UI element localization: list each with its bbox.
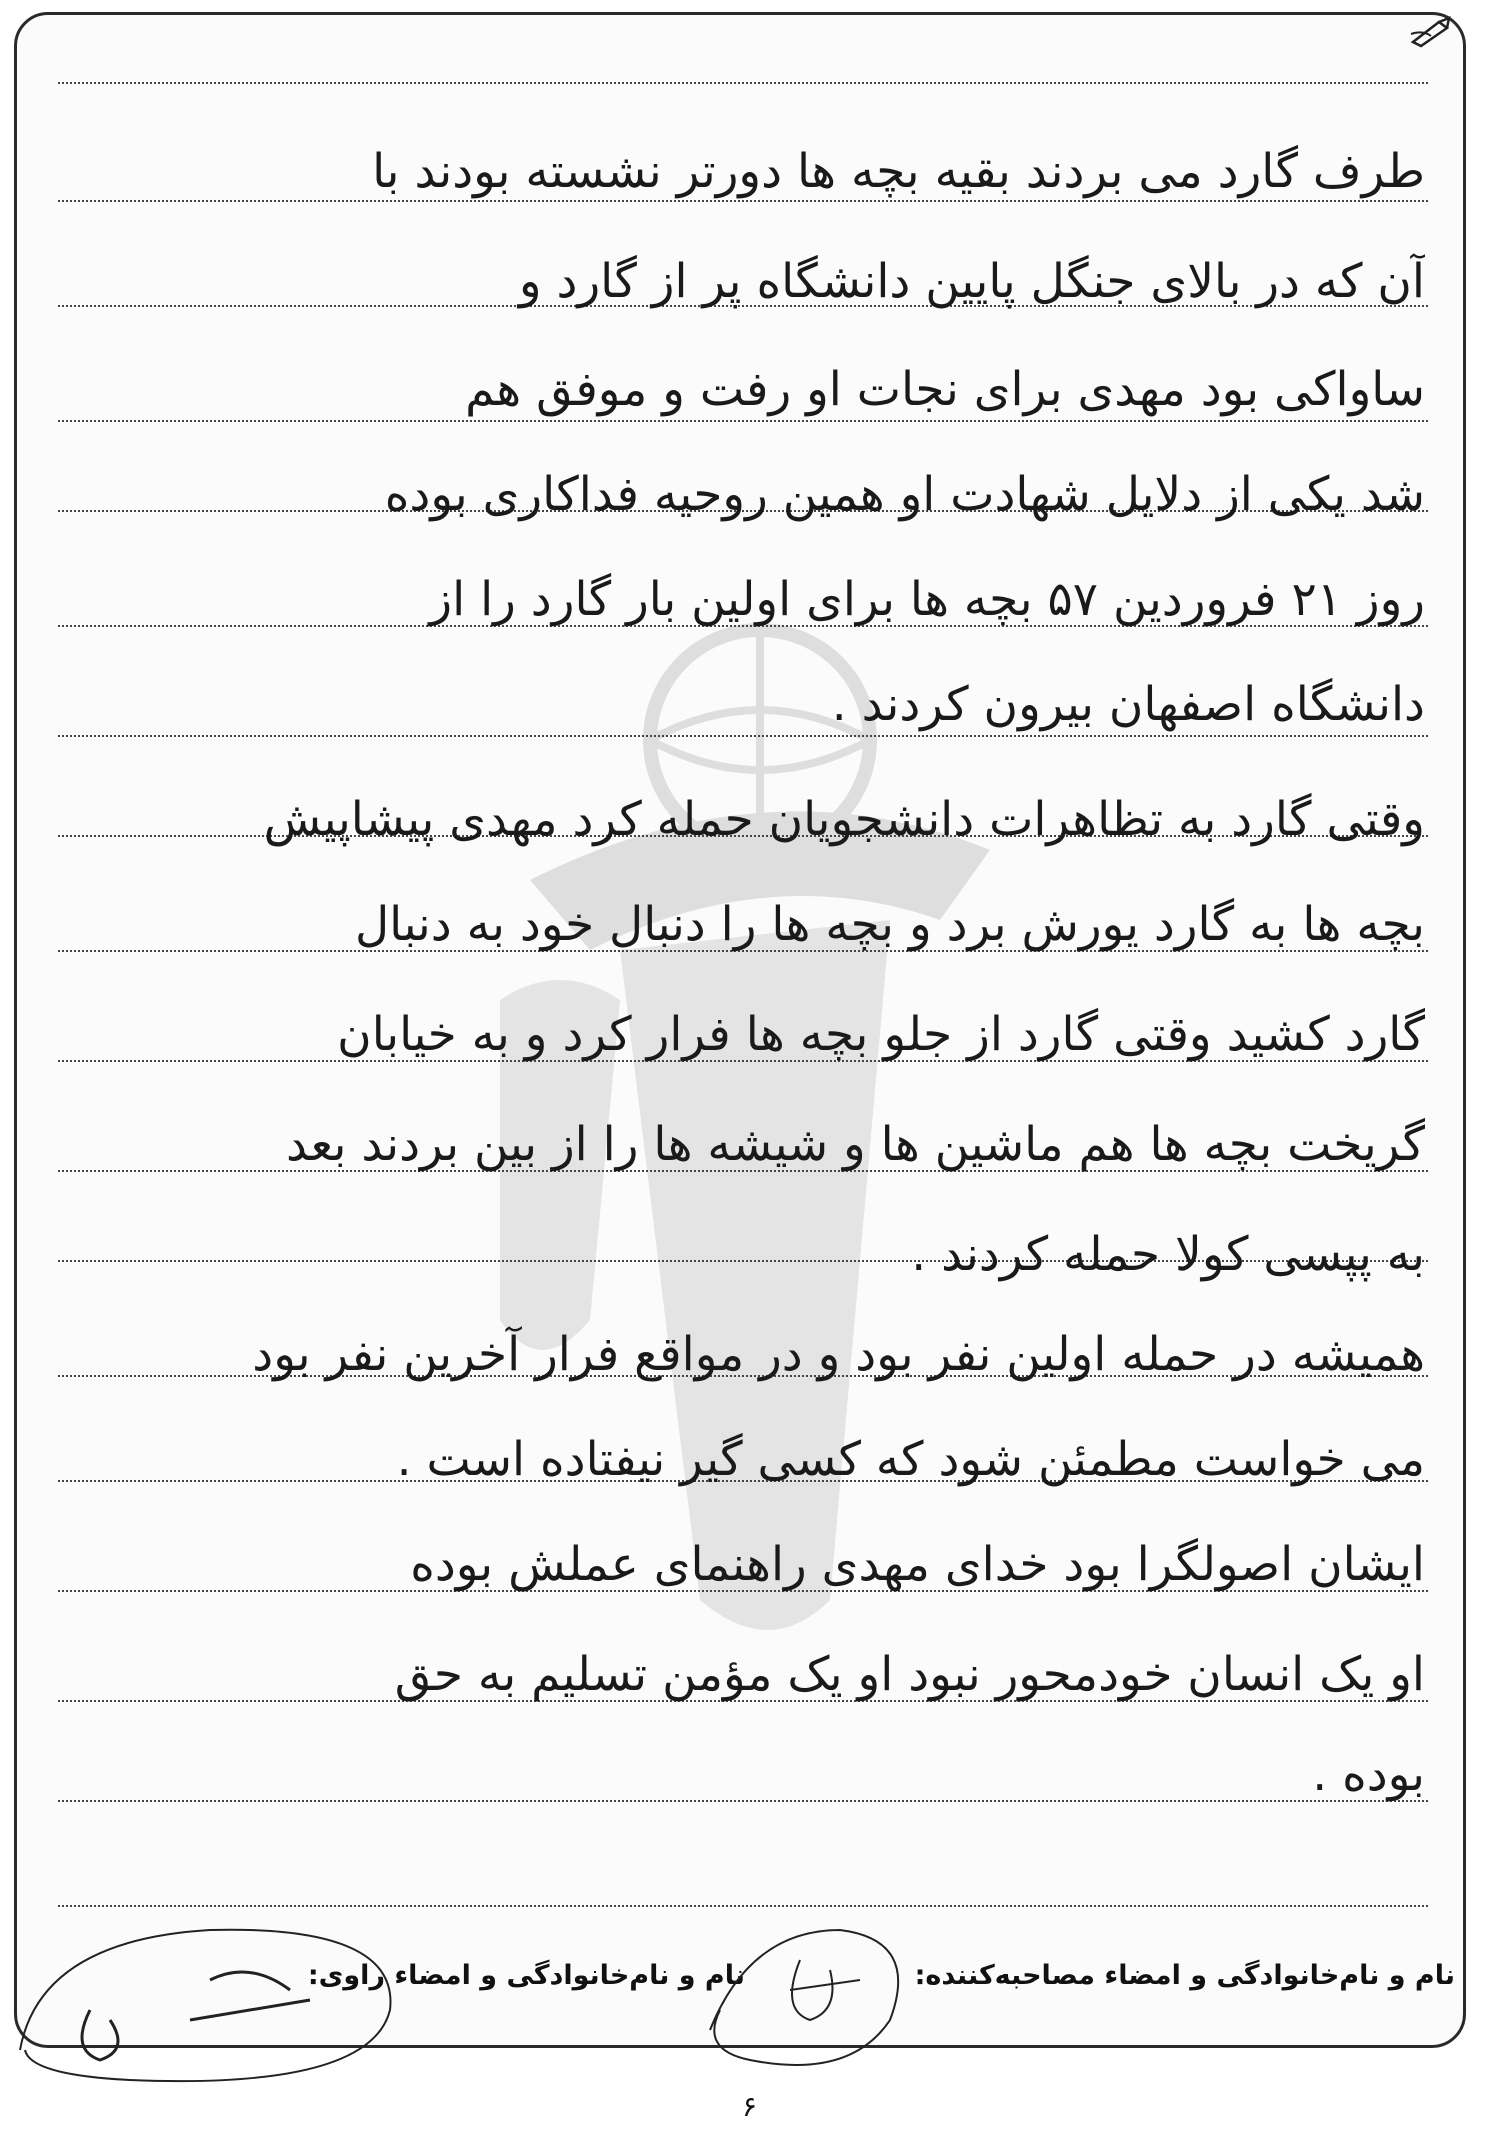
text-line: همیشه در حمله اولین نفر بود و در مواقع فرار آخرین نفر بود bbox=[252, 1327, 1425, 1382]
narrator-signature bbox=[10, 1900, 430, 2100]
interviewer-signature bbox=[690, 1910, 930, 2090]
text-line: گریخت بچه ها هم ماشین ها و شیشه ها را از بین بردند بعد bbox=[286, 1117, 1425, 1172]
text-line: دانشگاه اصفهان بیرون کردند . bbox=[831, 677, 1425, 732]
text-line: آن که در بالای جنگل پایین دانشگاه پر از گارد و bbox=[518, 254, 1425, 309]
text-line: بچه ها به گارد یورش برد و بچه ها را دنبال خود به دنبال bbox=[355, 897, 1425, 952]
text-line: وقتی گارد به تظاهرات دانشجویان حمله کرد مهدی پیشاپیش bbox=[263, 792, 1425, 847]
page-number: ۶ bbox=[742, 2090, 758, 2123]
ruled-line bbox=[58, 82, 1428, 84]
pen-icon bbox=[1409, 14, 1455, 48]
text-line: به پپسی کولا حمله کردند . bbox=[911, 1227, 1425, 1282]
narrator-signature-label: نام و نام‌خانوادگی و امضاء راوی: bbox=[307, 1960, 745, 1991]
interviewer-signature-label: نام و نام‌خانوادگی و امضاء مصاحبه‌کننده: bbox=[914, 1960, 1455, 1991]
text-line: ساواکی بود مهدی برای نجات او رفت و موفق هم bbox=[465, 362, 1425, 417]
text-line: بوده . bbox=[1312, 1747, 1425, 1802]
text-line: روز ۲۱ فروردین ۵۷ بچه ها برای اولین بار گارد را از bbox=[429, 572, 1425, 627]
text-line: می خواست مطمئن شود که کسی گیر نیفتاده است . bbox=[396, 1432, 1425, 1487]
text-line: طرف گارد می بردند بقیه بچه ها دورتر نشسته بودند با bbox=[372, 144, 1425, 199]
text-line: شد یکی از دلایل شهادت او همین روحیه فداکاری بوده bbox=[384, 467, 1425, 522]
text-line: او یک انسان خودمحور نبود او یک مؤمن تسلیم به حق bbox=[394, 1647, 1425, 1702]
text-line: ایشان اصولگرا بود خدای مهدی راهنمای عملش بوده bbox=[410, 1537, 1425, 1592]
text-line: گارد کشید وقتی گارد از جلو بچه ها فرار کرد و به خیابان bbox=[337, 1007, 1425, 1062]
